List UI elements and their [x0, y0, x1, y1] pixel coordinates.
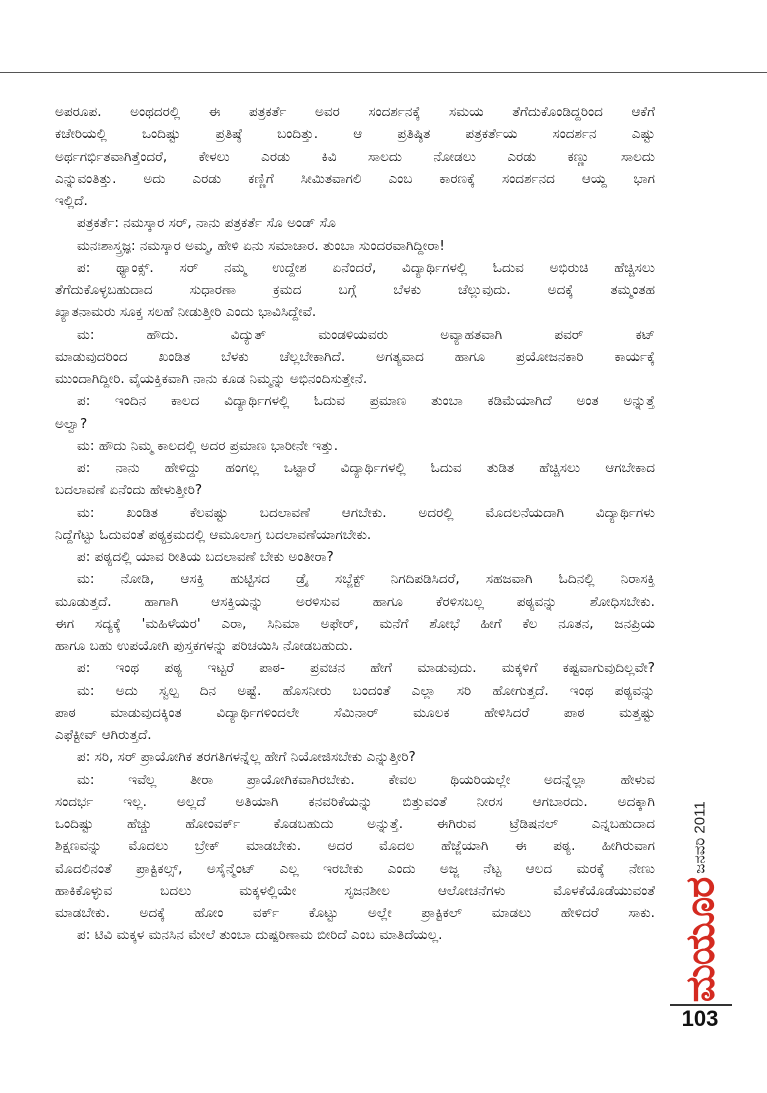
article-line: ಒಂದಿಷ್ಟು ಹೆಚ್ಚು ಹೋಂವರ್ಕ್ ಕೊಡಬಹುದು ಅನ್ನುತ್ತೆ. ಈಗಿರುವ ಟ್ರೆಡಿಷನಲ್ ಎನ್ನಬಹುದಾದ [55, 816, 655, 832]
article-line: ಮ: ಇವೆಲ್ಲ ತೀರಾ ಪ್ರಾಯೋಗಿಕವಾಗಿರಬೇಕು. ಕೇವಲ ಥಿಯರಿಯಲ್ಲೇ ಅದನ್ನೆಲ್ಲಾ ಹೇಳುವ [77, 771, 655, 788]
article-line: ಪ: ನಾನು ಹೇಳಿದ್ದು ಹಂಗಲ್ಲ ಒಟ್ಟಾರೆ ವಿದ್ಯಾರ್ಥಿಗಳಲ್ಲಿ ಓದುವ ತುಡಿತ ಹೆಚ್ಚಿಸಲು ಆಗಬೇಕಾದ [77, 460, 655, 476]
article-line: ಖ್ಯಾತನಾಮರು ಸೂಕ್ತ ಸಲಹೆ ನೀಡುತ್ತೀರಿ ಎಂದು ಭಾವಿಸಿದ್ದೇವೆ. [55, 304, 317, 321]
top-divider [0, 72, 767, 73]
article-line: ಶಿಕ್ಷಣವನ್ನು ಮೊದಲು ಬ್ರೇಕ್ ಮಾಡಬೇಕು. ಅದರ ಮೊದಲ ಹೆಜ್ಜೆಯಾಗಿ ಈ ಪಠ್ಯ. ಹೀಗಿರುವಾಗ [55, 838, 655, 855]
article-line: ಪ: ಇಂಥ ಪಠ್ಯ ಇಟ್ಟರೆ ಪಾಠ- ಪ್ರವಚನ ಹೇಗೆ ಮಾಡುವುದು. ಮಕ್ಕಳಿಗೆ ಕಷ್ಟವಾಗುವುದಿಲ್ಲವೇ? [77, 660, 655, 677]
article-line: ಮ: ಖಂಡಿತ ಕೆಲವಷ್ಟು ಬದಲಾವಣೆ ಆಗಬೇಕು. ಅದರಲ್ಲಿ ಮೊದಲನೆಯದಾಗಿ ವಿದ್ಯಾರ್ಥಿಗಳು [77, 504, 655, 521]
article-line: ಹಾಗೂ ಬಹು ಉಪಯೋಗಿ ಪುಸ್ತಕಗಳನ್ನು ಪರಿಚಯಿಸಿ ನೋಡಬಹುದು. [55, 638, 353, 654]
page-number: 103 [681, 1006, 719, 1031]
article-line: ಪ: ಟಿವಿ ಮಕ್ಕಳ ಮನಸಿನ ಮೇಲೆ ತುಂಬಾ ದುಷ್ಪರಿಣಾಮ ಬೀರಿದೆ ಎಂಬ ಮಾತಿದೆಯಲ್ಲ. [77, 927, 443, 944]
article-line: ಅಪರೂಪ. ಅಂಥದರಲ್ಲಿ ಈ ಪತ್ರಕರ್ತೆ ಅವರ ಸಂದರ್ಶನಕ್ಕೆ ಸಮಯ ತೆಗೆದುಕೊಂಡಿದ್ದರಿಂದ ಆಕೆಗೆ [55, 104, 655, 120]
article-line: ನಿದ್ದೆಗೆಟ್ಟು ಓದುವಂತೆ ಪಠ್ಯಕ್ರಮದಲ್ಲಿ ಆಮೂಲಾಗ್ರ ಬದಲಾವಣೆಯಾಗಬೇಕು. [55, 526, 372, 543]
article-line: ಎಫೆಕ್ಟೀವ್ ಆಗಿರುತ್ತದೆ. [55, 727, 152, 743]
article-line: ಮ: ನೋಡಿ, ಆಸಕ್ತಿ ಹುಟ್ಟಿಸದ ಡ್ರೈ ಸಬ್ಜೆಕ್ಟ್ ನಿಗದಿಪಡಿಸಿದರೆ, ಸಹಜವಾಗಿ ಓದಿನಲ್ಲಿ ನಿರಾಸಕ್ತಿ [77, 571, 655, 588]
magazine-logo-text: ಮಯೂರ [677, 877, 723, 1003]
article-line: ಪಾಠ ಮಾಡುವುದಕ್ಕಿಂತ ವಿದ್ಯಾರ್ಥಿಗಳಿಂದಲೇ ಸೆಮಿನಾರ್ ಮೂಲಕ ಹೇಳಿಸಿದರೆ ಪಾಠ ಮತ್ತಷ್ಟು [55, 704, 655, 721]
article-body [55, 101, 655, 947]
article-line: ಪ: ಸರಿ, ಸರ್ ಪ್ರಾಯೋಗಿಕ ತರಗತಿಗಳನ್ನೆಲ್ಲ ಹೇಗೆ ನಿಯೋಜಿಸಬೇಕು ಎನ್ನುತ್ತೀರಿ? [77, 749, 416, 766]
article-line: ಪ: ಪಠ್ಯದಲ್ಲಿ ಯಾವ ರೀತಿಯ ಬದಲಾವಣೆ ಬೇಕು ಅಂತೀರಾ? [77, 549, 334, 565]
article-line: ಎನ್ನುವಂತಿತ್ತು. ಅದು ಎರಡು ಕಣ್ಣಿಗೆ ಸೀಮಿತವಾಗಲಿ ಎಂಬ ಕಾರಣಕ್ಕೆ ಸಂದರ್ಶನದ ಆಯ್ದ ಭಾಗ [55, 170, 655, 187]
article-line: ಮ: ಹೌದು ನಿಮ್ಮ ಕಾಲದಲ್ಲಿ ಅದರ ಪ್ರಮಾಣ ಭಾರೀನೇ ಇತ್ತು. [77, 437, 339, 454]
article-line: ಪ: ಥ್ಯಾಂಕ್ಸ್. ಸರ್ ನಮ್ಮ ಉದ್ದೇಶ ಏನೆಂದರೆ, ವಿದ್ಯಾರ್ಥಿಗಳಲ್ಲಿ ಓದುವ ಅಭಿರುಚಿ ಹೆಚ್ಚಿಸಲು [77, 259, 655, 276]
article-line: ಮ: ಅದು ಸ್ವಲ್ಪ ದಿನ ಅಷ್ಟೆ. ಹೊಸನೀರು ಬಂದಂತೆ ಎಲ್ಲಾ ಸರಿ ಹೋಗುತ್ತದೆ. ಇಂಥ ಪಠ್ಯವನ್ನು [77, 682, 655, 699]
article-line: ಅಲ್ವಾ? [55, 415, 88, 432]
article-line: ಮಾಡುವುದರಿಂದ ಖಂಡಿತ ಬೆಳಕು ಚೆಲ್ಲಬೇಕಾಗಿದೆ. ಅಗತ್ಯವಾದ ಹಾಗೂ ಪ್ರಯೋಜನಕಾರಿ ಕಾರ್ಯಕ್ಕೆ [55, 348, 655, 365]
article-line: ಪ: ಇಂದಿನ ಕಾಲದ ವಿದ್ಯಾರ್ಥಿಗಳಲ್ಲಿ ಓದುವ ಪ್ರಮಾಣ ತುಂಬಾ ಕಡಿಮೆಯಾಗಿದೆ ಅಂತ ಅನ್ನುತ್ತೆ [77, 393, 655, 410]
article-line: ಮನಃಶಾಸ್ತ್ರಜ್ಞ: ನಮಸ್ಕಾರ ಅಮ್ಮ, ಹೇಳಿ ಏನು ಸಮಾಚಾರ. ತುಂಬಾ ಸುಂದರವಾಗಿದ್ದೀರಾ! [77, 237, 445, 254]
article-line: ಸಂದರ್ಭ ಇಲ್ಲ. ಅಲ್ಲದೆ ಅತಿಯಾಗಿ ಕನವರಿಕೆಯನ್ನು ಬಿತ್ತುವಂತೆ ನೀರಸ ಆಗಬಾರದು. ಅದಕ್ಕಾಗಿ [55, 793, 655, 810]
article-line: ಕಚೇರಿಯಲ್ಲಿ ಒಂದಿಷ್ಟು ಪ್ರತಿಷ್ಠೆ ಬಂದಿತ್ತು. ಆ ಪ್ರತಿಷ್ಠಿತ ಪತ್ರಕರ್ತೆಯ ಸಂದರ್ಶನ ಎಷ್ಟು [55, 126, 655, 143]
issue-date-text: ಜನವರಿ 2011 [691, 800, 709, 874]
article-line: ಹಾಕಿಕೊಳ್ಳುವ ಬದಲು ಮಕ್ಕಳಲ್ಲಿಯೇ ಸೃಜನಶೀಲ ಆಲೋಚನೆಗಳು ಮೊಳಕೆಯೊಡೆಯುವಂತೆ [55, 882, 655, 899]
article-line: ಮುಂದಾಗಿದ್ದೀರಿ. ವೈಯಕ್ತಿಕವಾಗಿ ನಾನು ಕೂಡ ನಿಮ್ಮನ್ನು ಅಭಿನಂದಿಸುತ್ತೇನೆ. [55, 371, 368, 387]
article-line: ಈಗ ಸದ್ಯಕ್ಕೆ 'ಮಹಿಳೆಯರ' ಎರಾ, ಸಿನಿಮಾ ಅಫೇರ್, ಮನೆಗೆ ಶೋಭೆ ಹೀಗೆ ಕೆಲ ನೂತನ, ಜನಪ್ರಿಯ [55, 615, 655, 632]
magazine-logo [676, 877, 724, 1003]
article-line: ಮೂಡುತ್ತದೆ. ಹಾಗಾಗಿ ಆಸಕ್ತಿಯನ್ನು ಅರಳಿಸುವ ಹಾಗೂ ಕೆರಳಿಸಬಲ್ಲ ಪಠ್ಯವನ್ನು ಶೋಧಿಸಬೇಕು. [55, 593, 655, 610]
issue-date [684, 800, 716, 874]
article-line: ಅರ್ಥಗರ್ಭಿತವಾಗಿತ್ತೆಂದರೆ, ಕೇಳಲು ಎರಡು ಕಿವಿ ಸಾಲದು ನೋಡಲು ಎರಡು ಕಣ್ಣು ಸಾಲದು [55, 148, 655, 165]
article-line: ಮ: ಹೌದು. ವಿದ್ಯುತ್ ಮಂಡಳಿಯವರು ಅವ್ಯಾಹತವಾಗಿ ಪವರ್ ಕಟ್ [77, 326, 655, 343]
article-line: ಮೊದಲಿನಂತೆ ಪ್ರಾಕ್ಟಿಕಲ್ಸ್, ಅಸೈನ್ಮೆಂಟ್ ಎಲ್ಲ ಇರಬೇಕು ಎಂದು ಅಜ್ಜ ನೆಟ್ಟ ಆಲದ ಮರಕ್ಕೆ ನೇಣು [55, 860, 655, 877]
article-line: ಮಾಡಬೇಕು. ಅದಕ್ಕೆ ಹೋಂ ವರ್ಕ್ ಕೊಟ್ಟು ಅಲ್ಲೇ ಪ್ರಾಕ್ಟಿಕಲ್ ಮಾಡಲು ಹೇಳಿದರೆ ಸಾಕು. [55, 905, 655, 921]
article-line: ಇಲ್ಲಿದೆ. [55, 193, 88, 209]
article-line: ಬದಲಾವಣೆ ಏನೆಂದು ಹೇಳುತ್ತೀರಿ? [55, 482, 203, 499]
article-line: ತೆಗೆದುಕೊಳ್ಳಬಹುದಾದ ಸುಧಾರಣಾ ಕ್ರಮದ ಬಗ್ಗೆ ಬೆಳಕು ಚೆಲ್ಲುವುದು. ಅದಕ್ಕೆ ತಮ್ಮಂತಹ [55, 282, 655, 298]
article-line: ಪತ್ರಕರ್ತೆ: ನಮಸ್ಕಾರ ಸರ್, ನಾನು ಪತ್ರಕರ್ತೆ ಸೊ ಅಂಡ್ ಸೊ [77, 215, 336, 232]
